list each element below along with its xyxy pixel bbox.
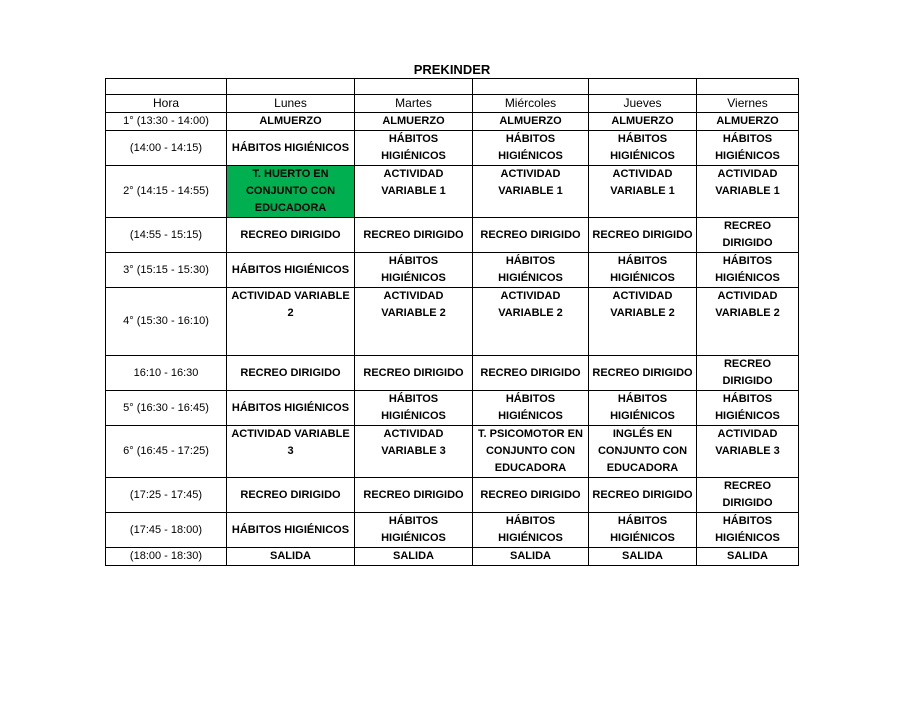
table-row — [106, 131, 799, 166]
table-row — [106, 218, 799, 253]
time-slot-cell: 3° (15:15 - 15:30) — [106, 253, 227, 288]
time-slot-cell: (17:45 - 18:00) — [106, 513, 227, 548]
column-header-hora: Hora — [106, 95, 227, 113]
table-row — [106, 513, 799, 548]
activity-cell: HÁBITOS HIGIÉNICOS — [473, 391, 589, 426]
activity-cell: HÁBITOS HIGIÉNICOS — [227, 253, 355, 288]
table-cell — [355, 79, 473, 95]
time-slot-cell: 16:10 - 16:30 — [106, 356, 227, 391]
activity-cell: HÁBITOS HIGIÉNICOS — [355, 513, 473, 548]
table-row — [106, 426, 799, 478]
table-row — [106, 79, 799, 95]
time-slot-cell: 2° (14:15 - 14:55) — [106, 166, 227, 218]
time-slot-cell: (14:55 - 15:15) — [106, 218, 227, 253]
activity-cell: ACTIVIDAD VARIABLE 3 — [697, 426, 799, 478]
table-row — [106, 113, 799, 131]
activity-cell: HÁBITOS HIGIÉNICOS — [355, 131, 473, 166]
time-slot-cell: 5° (16:30 - 16:45) — [106, 391, 227, 426]
activity-cell: RECREO DIRIGIDO — [697, 218, 799, 253]
activity-cell: HÁBITOS HIGIÉNICOS — [355, 253, 473, 288]
activity-cell: HÁBITOS HIGIÉNICOS — [227, 513, 355, 548]
column-header-jueves: Jueves — [589, 95, 697, 113]
table-cell — [227, 79, 355, 95]
table-row — [106, 356, 799, 391]
time-slot-cell: 6° (16:45 - 17:25) — [106, 426, 227, 478]
table-cell — [589, 79, 697, 95]
activity-cell: RECREO DIRIGIDO — [589, 218, 697, 253]
activity-cell: SALIDA — [355, 548, 473, 566]
activity-cell: RECREO DIRIGIDO — [589, 356, 697, 391]
activity-cell: T. HUERTO EN CONJUNTO CON EDUCADORA — [227, 166, 355, 218]
activity-cell: SALIDA — [473, 548, 589, 566]
column-header-martes: Martes — [355, 95, 473, 113]
activity-cell: HÁBITOS HIGIÉNICOS — [697, 131, 799, 166]
activity-cell: RECREO DIRIGIDO — [473, 478, 589, 513]
activity-cell: ALMUERZO — [473, 113, 589, 131]
page-title: PREKINDER — [413, 62, 491, 77]
activity-cell: RECREO DIRIGIDO — [697, 356, 799, 391]
column-header-lunes: Lunes — [227, 95, 355, 113]
column-header-miercoles: Miércoles — [473, 95, 589, 113]
activity-cell: HÁBITOS HIGIÉNICOS — [589, 253, 697, 288]
activity-cell: SALIDA — [697, 548, 799, 566]
activity-cell: ACTIVIDAD VARIABLE 2 — [589, 288, 697, 356]
activity-cell: ACTIVIDAD VARIABLE 2 — [473, 288, 589, 356]
activity-cell: RECREO DIRIGIDO — [473, 218, 589, 253]
activity-cell: HÁBITOS HIGIÉNICOS — [589, 513, 697, 548]
table-row — [106, 391, 799, 426]
activity-cell: T. PSICOMOTOR EN CONJUNTO CON EDUCADORA — [473, 426, 589, 478]
activity-cell: RECREO DIRIGIDO — [589, 478, 697, 513]
table-cell — [697, 79, 799, 95]
table-row — [106, 288, 799, 356]
activity-cell: HÁBITOS HIGIÉNICOS — [697, 513, 799, 548]
activity-cell: ACTIVIDAD VARIABLE 1 — [697, 166, 799, 218]
activity-cell: SALIDA — [227, 548, 355, 566]
activity-cell: RECREO DIRIGIDO — [473, 356, 589, 391]
activity-cell: RECREO DIRIGIDO — [697, 478, 799, 513]
activity-cell: ACTIVIDAD VARIABLE 3 — [355, 426, 473, 478]
table-row — [106, 548, 799, 566]
activity-cell: RECREO DIRIGIDO — [355, 478, 473, 513]
activity-cell: HÁBITOS HIGIÉNICOS — [473, 253, 589, 288]
time-slot-cell: 4° (15:30 - 16:10) — [106, 288, 227, 356]
activity-cell: ACTIVIDAD VARIABLE 1 — [355, 166, 473, 218]
activity-cell: ACTIVIDAD VARIABLE 3 — [227, 426, 355, 478]
activity-cell: ACTIVIDAD VARIABLE 2 — [355, 288, 473, 356]
activity-cell: RECREO DIRIGIDO — [227, 218, 355, 253]
activity-cell: ALMUERZO — [227, 113, 355, 131]
activity-cell: ACTIVIDAD VARIABLE 2 — [227, 288, 355, 356]
activity-cell: ALMUERZO — [355, 113, 473, 131]
table-cell — [473, 79, 589, 95]
activity-cell: HÁBITOS HIGIÉNICOS — [227, 131, 355, 166]
activity-cell: HÁBITOS HIGIÉNICOS — [589, 131, 697, 166]
activity-cell: HÁBITOS HIGIÉNICOS — [473, 131, 589, 166]
activity-cell: HÁBITOS HIGIÉNICOS — [355, 391, 473, 426]
activity-cell: SALIDA — [589, 548, 697, 566]
activity-cell: RECREO DIRIGIDO — [355, 356, 473, 391]
header-row — [106, 95, 799, 113]
table-row — [106, 478, 799, 513]
activity-cell: RECREO DIRIGIDO — [355, 218, 473, 253]
schedule-table — [105, 78, 799, 566]
time-slot-cell: (14:00 - 14:15) — [106, 131, 227, 166]
activity-cell: RECREO DIRIGIDO — [227, 356, 355, 391]
table-cell — [106, 79, 227, 95]
activity-cell: HÁBITOS HIGIÉNICOS — [697, 391, 799, 426]
activity-cell: ACTIVIDAD VARIABLE 2 — [697, 288, 799, 356]
activity-cell: HÁBITOS HIGIÉNICOS — [227, 391, 355, 426]
activity-cell: ALMUERZO — [589, 113, 697, 131]
activity-cell: HÁBITOS HIGIÉNICOS — [473, 513, 589, 548]
activity-cell: HÁBITOS HIGIÉNICOS — [589, 391, 697, 426]
time-slot-cell: (18:00 - 18:30) — [106, 548, 227, 566]
column-header-viernes: Viernes — [697, 95, 799, 113]
time-slot-cell: 1° (13:30 - 14:00) — [106, 113, 227, 131]
activity-cell: RECREO DIRIGIDO — [227, 478, 355, 513]
activity-cell: HÁBITOS HIGIÉNICOS — [697, 253, 799, 288]
table-row — [106, 253, 799, 288]
activity-cell: ALMUERZO — [697, 113, 799, 131]
activity-cell: ACTIVIDAD VARIABLE 1 — [589, 166, 697, 218]
activity-cell: INGLÉS EN CONJUNTO CON EDUCADORA — [589, 426, 697, 478]
activity-cell: ACTIVIDAD VARIABLE 1 — [473, 166, 589, 218]
time-slot-cell: (17:25 - 17:45) — [106, 478, 227, 513]
table-row — [106, 166, 799, 218]
